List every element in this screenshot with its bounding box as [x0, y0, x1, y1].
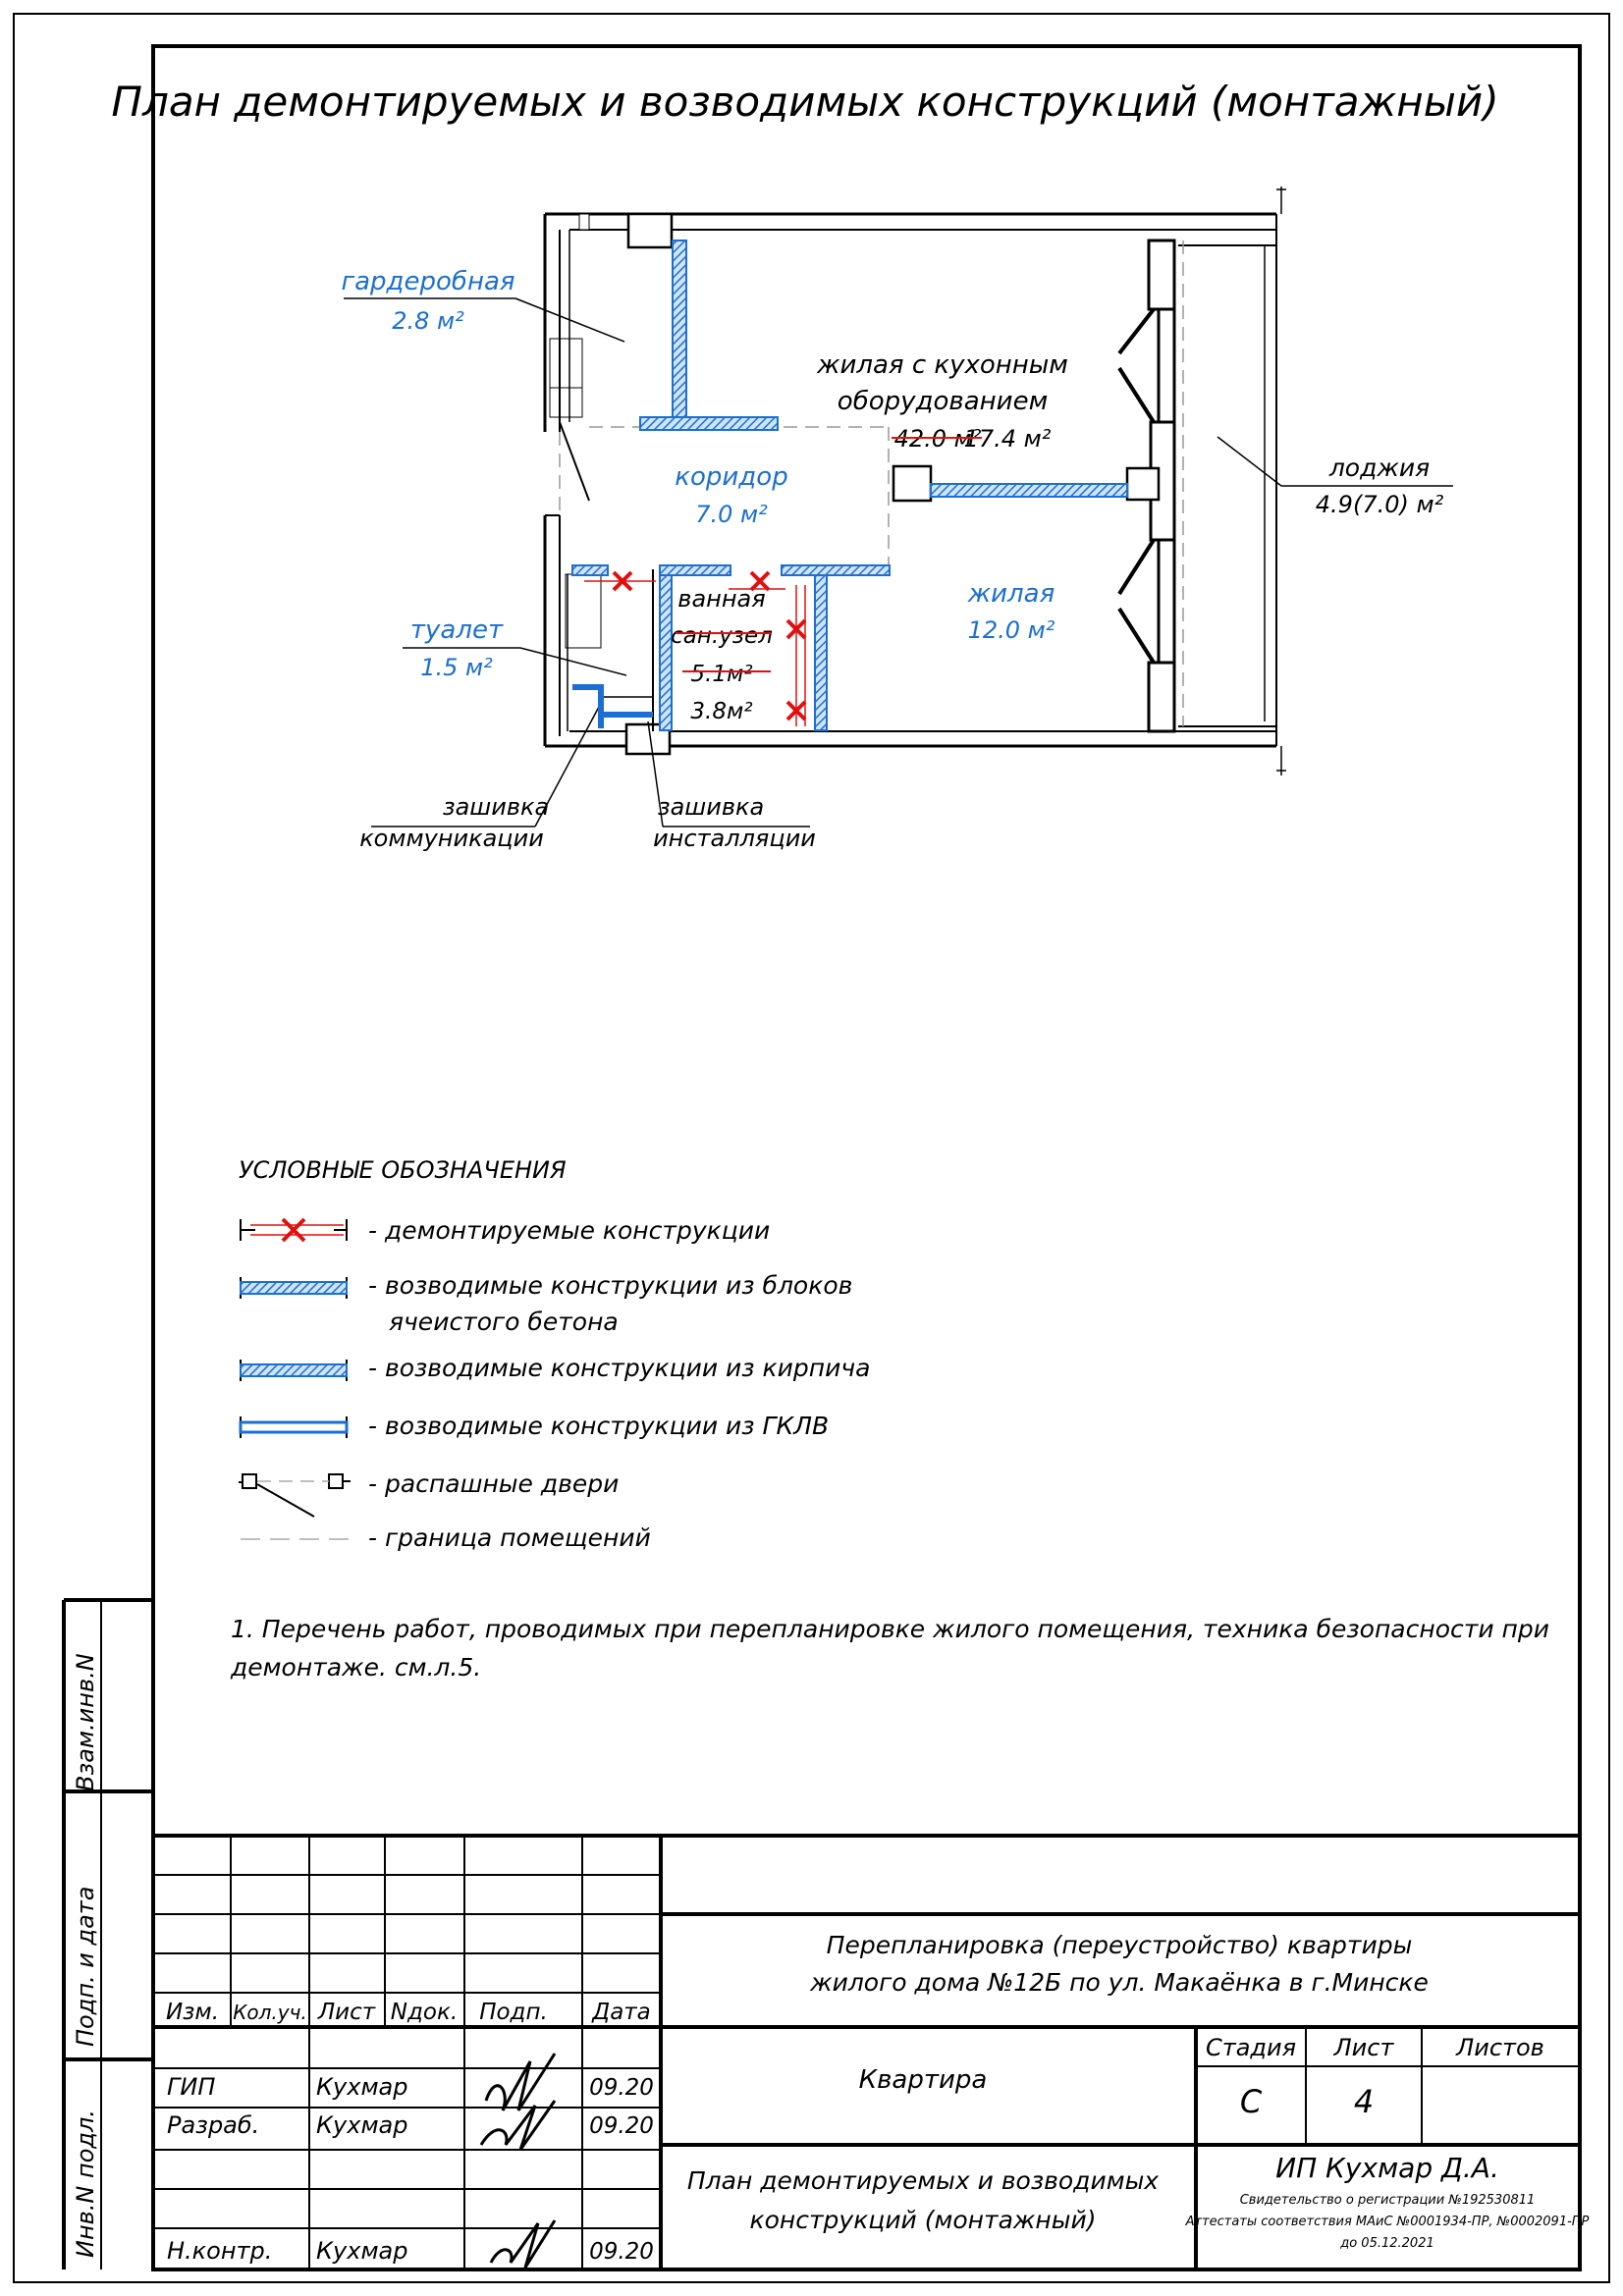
stage-header: Стадия: [1205, 2034, 1297, 2061]
row1-role: ГИП: [167, 2073, 216, 2101]
org-line-1: Свидетельство о регистрации №192530811: [1239, 2193, 1536, 2208]
project-line-2: жилого дома №12Б по ул. Макаёнка в г.Минске: [810, 1968, 1429, 1997]
legend-item-4: - возводимые конструкции из ГКЛВ: [368, 1412, 830, 1440]
corridor-area: 7.0 м²: [695, 501, 768, 528]
callout-inst-1: зашивка: [657, 793, 765, 821]
legend-item-5: - распашные двери: [368, 1469, 620, 1498]
drawing-line-1: План демонтируемых и возводимых: [686, 2166, 1160, 2195]
loggia-name: лоджия: [1328, 454, 1431, 482]
toilet-area: 1.5 м²: [420, 654, 493, 681]
new-walls: [572, 240, 1127, 730]
stamp-sign-date: Подп. и дата: [72, 1886, 99, 2047]
th-podp: Подп.: [479, 2000, 548, 2025]
row1-name: Кухмар: [316, 2073, 408, 2101]
toilet-name: туалет: [409, 615, 504, 645]
callout-inst-2: инсталляции: [653, 825, 816, 852]
kitchen-area-old: 42.0 м²: [893, 425, 982, 453]
legend-item-6: - граница помещений: [368, 1523, 651, 1552]
row1-date: 09.20: [589, 2075, 654, 2101]
row3-date: 09.20: [589, 2239, 654, 2265]
th-data: Дата: [592, 2000, 651, 2025]
wardrobe-area: 2.8 м²: [392, 307, 464, 335]
signatures: [481, 2054, 555, 2268]
bath-area: 3.8м²: [690, 699, 753, 724]
project-line-1: Перепланировка (переустройство) квартиры: [826, 1931, 1413, 1959]
object-name: Квартира: [858, 2065, 988, 2095]
bath-name2: сан.узел: [671, 623, 773, 649]
callout-comm-2: коммуникации: [359, 825, 544, 852]
th-kol: Кол.уч.: [233, 2001, 307, 2024]
bath-area-old: 5.1м²: [690, 662, 753, 687]
living-area: 12.0 м²: [967, 616, 1055, 644]
row2-date: 09.20: [589, 2113, 654, 2139]
title-block-text: [166, 1931, 1590, 2265]
row2-name: Кухмар: [316, 2111, 408, 2139]
kitchen-area: 17.4 м²: [963, 425, 1052, 453]
th-izm: Изм.: [165, 2000, 220, 2025]
sheet-title: План демонтируемых и возводимых конструкций (монтажный): [111, 78, 1499, 126]
living-name: жилая: [967, 579, 1055, 609]
note-line-2: демонтаже. см.л.5.: [231, 1653, 482, 1682]
org-line-3: до 05.12.2021: [1340, 2236, 1434, 2251]
corridor-name: коридор: [675, 462, 788, 492]
kitchen-name1: жилая с кухонным: [817, 350, 1068, 380]
sheet-value: 4: [1353, 2083, 1375, 2120]
legend-item-2b: ячеистого бетона: [389, 1308, 619, 1336]
row3-name: Кухмар: [316, 2237, 408, 2265]
stamp-replace-inv: Взам.инв.N: [72, 1653, 99, 1791]
org-line-2: Аттестаты соответствия МАиС №0001934-ПР, №0002091-ПР: [1185, 2215, 1590, 2229]
row3-role: Н.контр.: [167, 2237, 273, 2265]
th-list: Лист: [317, 2000, 376, 2025]
callout-comm-1: зашивка: [442, 793, 550, 821]
row2-role: Разраб.: [167, 2111, 260, 2139]
sheet-header: Лист: [1333, 2034, 1394, 2061]
kitchen-name2: оборудованием: [837, 387, 1049, 416]
bath-name: ванная: [677, 585, 766, 613]
org-name: ИП Кухмар Д.А.: [1275, 2152, 1499, 2184]
sheets-header: Листов: [1456, 2034, 1544, 2061]
legend: [239, 1156, 870, 1552]
wardrobe-name: гардеробная: [341, 267, 515, 296]
note-line-1: 1. Перечень работ, проводимых при перепланировке жилого помещения, техника безопасности при: [231, 1615, 1549, 1643]
stage-value: С: [1239, 2083, 1263, 2120]
loggia-area: 4.9(7.0) м²: [1315, 491, 1444, 518]
legend-title: УСЛОВНЫЕ ОБОЗНАЧЕНИЯ: [239, 1156, 567, 1184]
legend-item-1: - демонтируемые конструкции: [368, 1216, 771, 1245]
room-labels: [341, 267, 1443, 852]
th-ndok: Nдок.: [390, 2000, 459, 2025]
legend-item-3: - возводимые конструкции из кирпича: [368, 1354, 871, 1382]
drawing-line-2: конструкций (монтажный): [749, 2206, 1097, 2234]
stamp-inv-original: Инв.N подл.: [72, 2109, 99, 2258]
legend-item-2: - возводимые конструкции из блоков: [368, 1271, 853, 1300]
